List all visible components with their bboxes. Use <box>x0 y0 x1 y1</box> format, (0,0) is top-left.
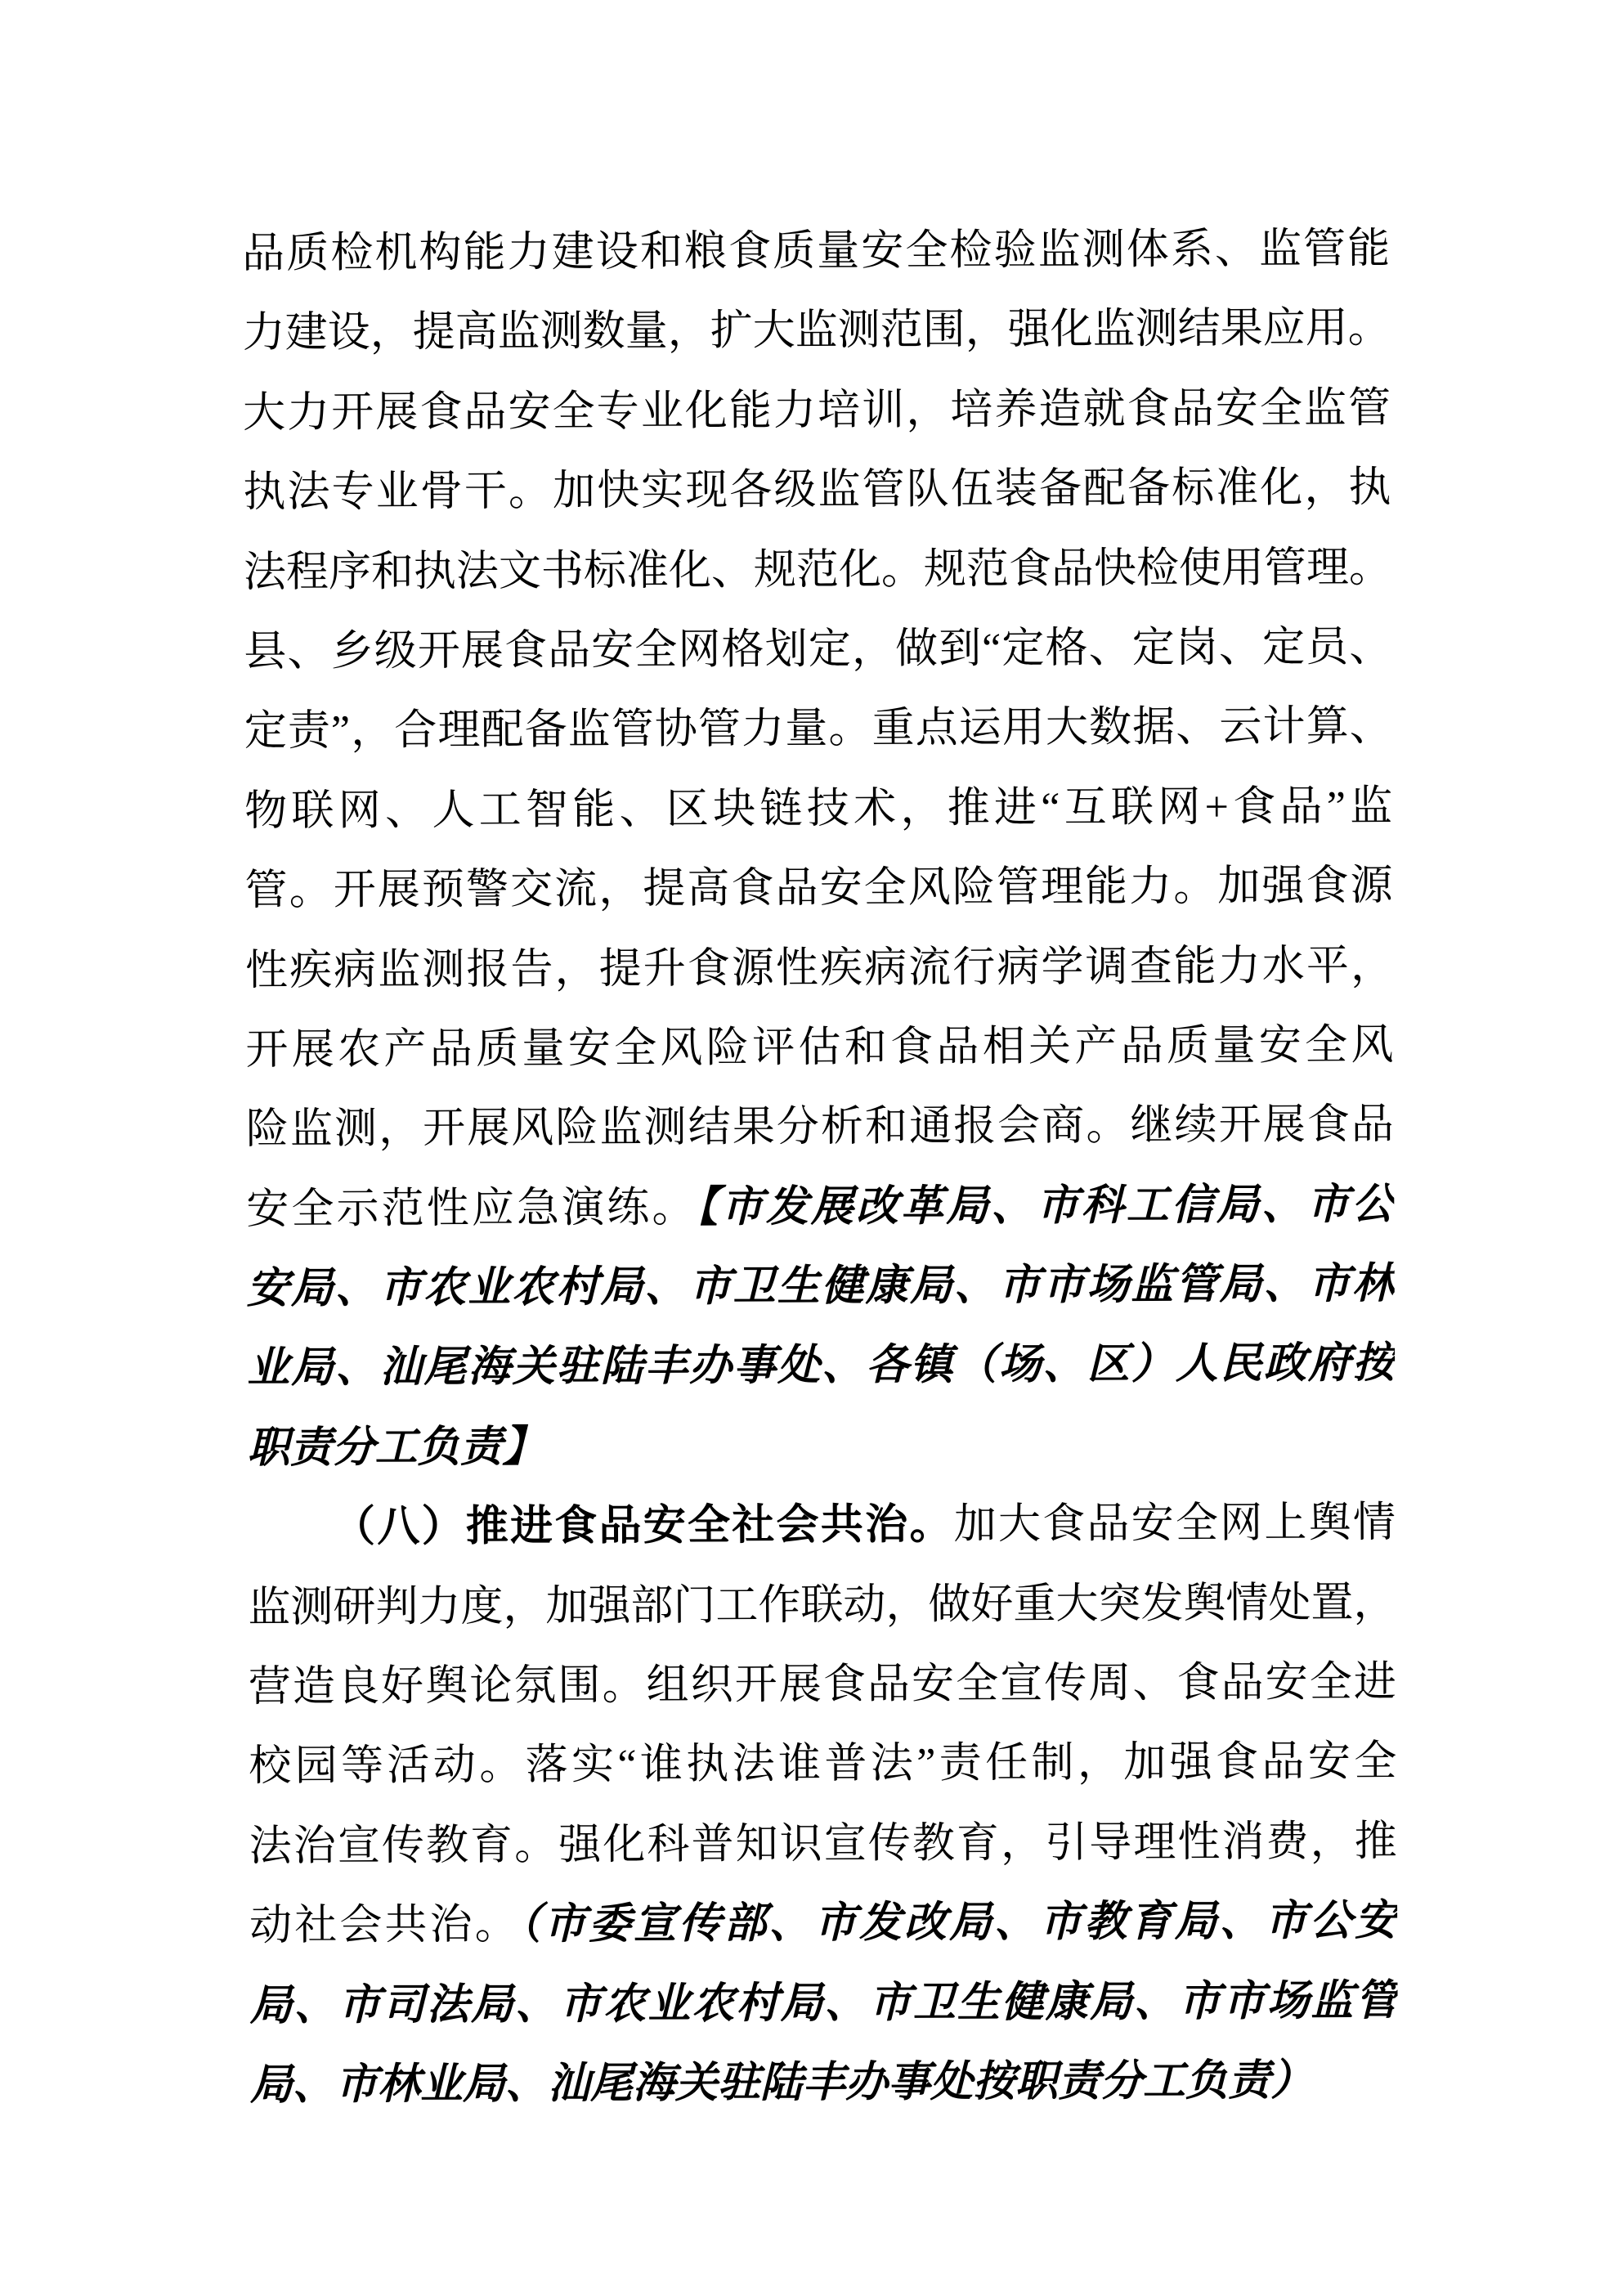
text-line <box>242 289 1390 374</box>
document-text-block <box>242 209 1398 2125</box>
text-run-body: 力建设，提高监测数量，扩大监测范围，强化监测结果应用。 <box>242 305 1391 357</box>
text-line <box>249 1961 1397 2046</box>
text-line <box>243 369 1391 454</box>
text-run-body: 监测研判力度，加强部门工作联动，做好重大突发舆情处置， <box>248 1579 1396 1631</box>
text-line <box>249 1881 1397 1966</box>
text-line <box>245 1006 1393 1091</box>
text-run-body: 法治宣传教育。强化科普知识宣传教育，引导理性消费，推 <box>249 1818 1397 1870</box>
text-run-body: 开展农产品质量安全风险评估和食品相关产品质量安全风 <box>245 1021 1394 1074</box>
text-run-body: 法程序和执法文书标准化、规范化。规范食品快检使用管理。 <box>243 544 1392 596</box>
text-run-body: 管。开展预警交流，提高食品安全风险管理能力。加强食源 <box>244 862 1393 915</box>
text-line <box>244 846 1392 931</box>
text-line <box>244 687 1392 772</box>
text-run-kaiti-bold: 安局、市农业农村局、市卫生健康局、市市场监管局、市林 <box>246 1260 1395 1313</box>
text-run-body: 动社会共治。 <box>249 1901 520 1950</box>
text-line <box>247 1324 1395 1409</box>
text-run-kaiti-bold: 职责分工负责】 <box>247 1424 545 1472</box>
text-run-body: 定责”，合理配备监管协管力量。重点运用大数据、云计算、 <box>244 703 1392 756</box>
text-run-body: 物联网、人工智能、区块链技术，推进“互联网+食品”监 <box>244 783 1393 835</box>
text-run-body: 大力开展食品安全专业化能力培训，培养造就食品安全监管 <box>242 384 1391 437</box>
text-line <box>246 1165 1394 1250</box>
text-line <box>247 1244 1395 1330</box>
text-run-body: 加大食品安全网上舆情 <box>953 1500 1396 1549</box>
text-line <box>244 767 1392 852</box>
text-run-heading: （八）推进食品安全社会共治。 <box>332 1501 954 1551</box>
text-line <box>249 1722 1396 1807</box>
text-run-body: 校园等活动。落实“谁执法谁普法”责任制，加强食品安全 <box>249 1738 1397 1791</box>
text-line <box>249 1802 1396 1887</box>
para-social-co-governance <box>248 1483 1398 2125</box>
text-run-body: 营造良好舆论氛围。组织开展食品安全宣传周、食品安全进 <box>248 1658 1396 1711</box>
text-line <box>250 2041 1398 2126</box>
text-run-kaiti: 局、市林业局、汕尾海关驻陆丰办事处按职责分工负责） <box>249 2057 1314 2109</box>
text-line <box>244 608 1391 693</box>
text-line <box>249 1643 1396 1728</box>
text-run-kaiti-bold: 【市发展改革局、市科工信局、市公 <box>697 1181 1395 1231</box>
text-line <box>248 1483 1396 1568</box>
text-line <box>244 527 1391 612</box>
text-line <box>247 1404 1395 1489</box>
text-run-kaiti-bold: 业局、汕尾海关驻陆丰办事处、各镇（场、区）人民政府按 <box>247 1340 1396 1392</box>
text-run-kaiti: （市委宣传部、市发改局、市教育局、市公安 <box>519 1898 1398 1948</box>
text-run-body: 险监测，开展风险监测结果分析和通报会商。继续开展食品 <box>245 1101 1394 1154</box>
text-run-body: 执法专业骨干。加快实现各级监管队伍装备配备标准化，执 <box>243 464 1391 517</box>
text-run-body: 品质检机构能力建设和粮食质量安全检验监测体系、监管能 <box>242 225 1391 277</box>
text-line <box>248 1563 1396 1648</box>
text-run-body: 性疾病监测报告，提升食源性疾病流行病学调查能力水平， <box>244 942 1394 994</box>
para-regulatory-capacity <box>242 209 1396 1488</box>
text-line <box>245 926 1393 1011</box>
text-line <box>243 448 1391 533</box>
text-run-body: 安全示范性应急演练。 <box>246 1184 697 1233</box>
text-run-body: 县、乡级开展食品安全网格划定，做到“定格、定岗、定员、 <box>244 623 1392 675</box>
text-line <box>246 1085 1394 1170</box>
text-line <box>242 209 1390 294</box>
text-run-kaiti: 局、市司法局、市农业农村局、市卫生健康局、市市场监管 <box>249 1977 1398 2029</box>
